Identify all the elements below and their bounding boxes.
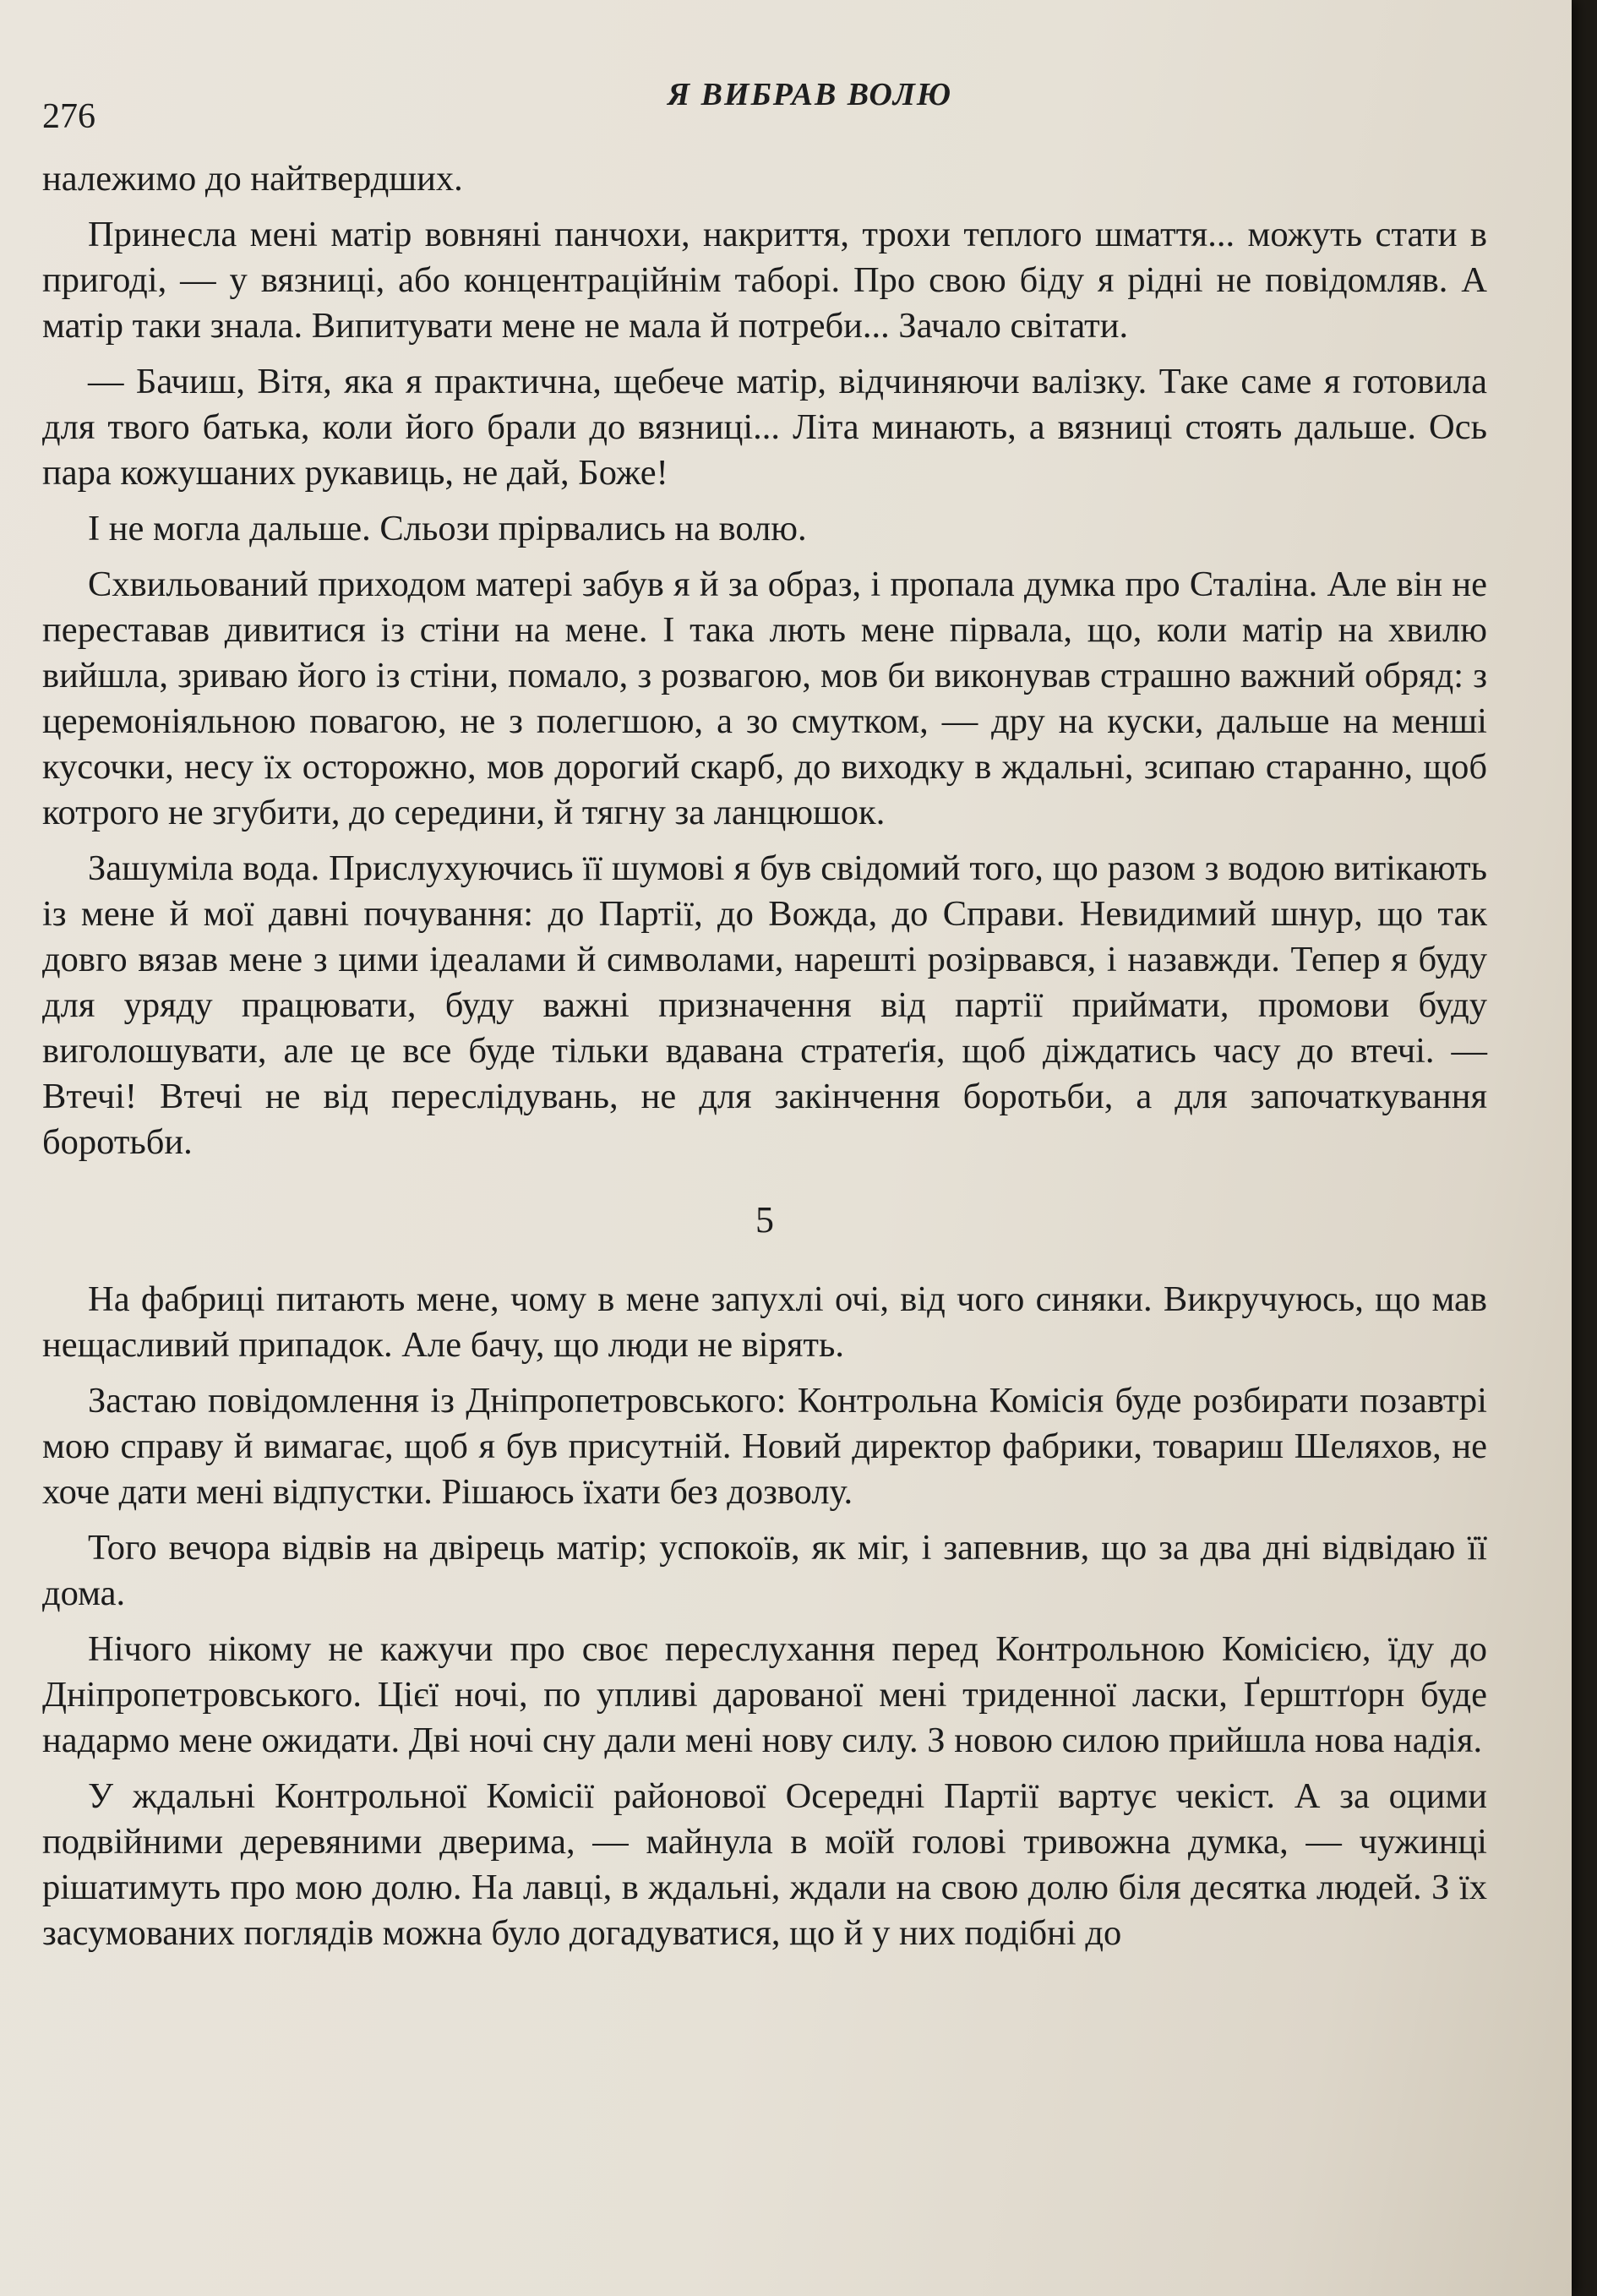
section-number: 5 xyxy=(755,1199,774,1241)
paragraph: Принесла мені матір вовняні панчохи, накриття, трохи теплого шмаття... можуть стати в пригоді, — у вязниці, або концентраційнім таборі. Про свою біду я рідні не повідомляв. А матір таки знала. Випитувати мене не мала й потреби... Зачало світати. xyxy=(42,215,1487,346)
paragraph: У ждальні Контрольної Комісії районової Осередні Партії вартує чекіст. А за оцими подвійними деревяними дверима, — майнула в моїй голові тривожна думка, — чужинці рішатимуть про мою долю. На лавці, в ждальні, ждали на свою долю біля десятка людей. З їх засумованих поглядів можна було догадуватися, що й у них подібні до xyxy=(42,1776,1487,1953)
paragraph: І не могла дальше. Сльози прірвались на волю. xyxy=(88,509,807,548)
page-number: 276 xyxy=(42,97,95,136)
paragraph: Застаю повідомлення із Дніпропетровського: Контрольна Комісія буде розбирати позавтрі мою справу й вимагає, щоб я був присутній. Новий директор фабрики, товариш Шеляхов, не хоче дати мені відпустки. Рішаюсь їхати без дозволу. xyxy=(42,1381,1487,1512)
paragraph: Зашуміла вода. Прислухуючись її шумові я був свідомий того, що разом з водою витікають із мене й мої давні почування: до Партії, до Вожда, до Справи. Невидимий шнур, що так довго вязав мене з цими ідеалами й символами, нарешті розірвався, і назавжди. Тепер я буду для уряду працювати, буду важні призначення від партії приймати, промови буду виголошувати, але це все буде тільки вдавана стратеґія, щоб діждатись часу до втечі. — Втечі! Втечі не від переслідувань, не для закінчення боротьби, а для започаткування боротьби. xyxy=(42,848,1487,1162)
paragraph: Того вечора відвів на двірець матір; успокоїв, як міг, і запевнив, що за два дні відвідаю її дома. xyxy=(42,1528,1487,1613)
paragraph: належимо до найтвердших. xyxy=(42,159,463,199)
body-text xyxy=(42,156,1487,1966)
paragraph: — Бачиш, Вітя, яка я практична, щебече матір, відчиняючи валізку. Таке саме я готовила для твого батька, коли його брали до вязниці... Літа минають, а вязниці стоять дальше. Ось пара кожушаних рукавиць, не дай, Боже! xyxy=(42,362,1487,493)
running-head xyxy=(42,71,1479,139)
paragraph: Нічого нікому не кажучи про своє переслухання перед Контрольною Комісією, їду до Дніпропетровського. Цієї ночі, по упливі дарованої мені триденної ласки, Ґерштґорн буде надармо мене ожидати. Дві ночі сну дали мені нову силу. З новою силою прийшла нова надія. xyxy=(42,1629,1487,1760)
paragraph: Схвильований приходом матері забув я й за образ, і пропала думка про Сталіна. Але він не переставав дивитися із стіни на мене. І така лють мене пірвала, що, коли матір на хвилю вийшла, зриваю його із стіни, помало, з розвагою, мов би виконував страшно важний обряд: з церемоніяльною повагою, не з полегшою, а зо смутком, — дру на куски, дальше на менші кусочки, несу їх осторожно, мов дорогий скарб, до виходку в ждальні, зсипаю старанно, щоб котрого не згубити, до середини, й тягну за ланцюшок. xyxy=(42,564,1487,832)
running-title: Я ВИБРАВ ВОЛЮ xyxy=(668,77,953,112)
paragraph: На фабриці питають мене, чому в мене запухлі очі, від чого синяки. Викручуюсь, що мав нещасливий припадок. Але бачу, що люди не вірять. xyxy=(42,1279,1487,1365)
